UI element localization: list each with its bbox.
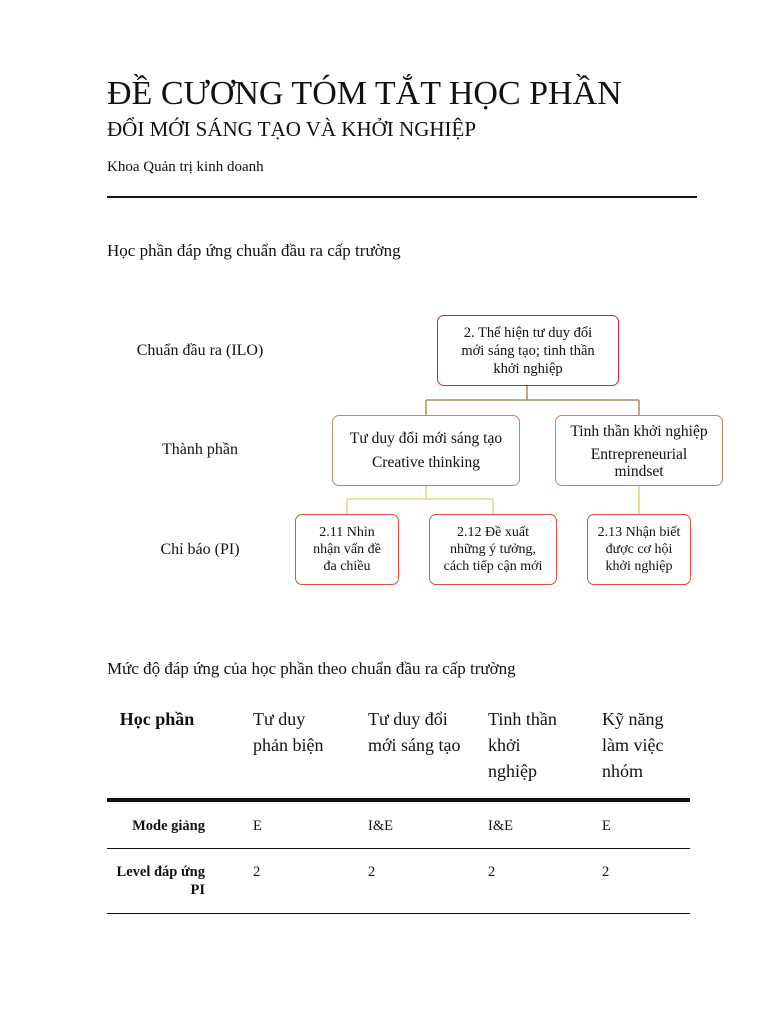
table-header-text: Kỹ năng (602, 709, 664, 729)
pi-box-line: đa chiều (323, 559, 371, 574)
pi-box-line: 2.11 Nhìn (319, 525, 375, 540)
section-heading-ilo: Học phần đáp ứng chuẩn đầu ra cấp trường (107, 241, 401, 260)
component-label-en: mindset (614, 462, 664, 480)
component-label-en: Creative thinking (371, 453, 481, 471)
pi-box-line: 2.13 Nhận biết (597, 525, 681, 540)
table-cell: E (253, 818, 262, 834)
table-header-text: Tư duy (253, 709, 306, 729)
table-header-text: nghiệp (488, 761, 537, 781)
table-header-rule (107, 798, 690, 802)
table-header-text: phản biện (253, 735, 324, 755)
row-label-pi: Chỉ báo (PI) (160, 541, 240, 558)
table-cell: 2 (488, 864, 496, 880)
table-cell: I&E (368, 818, 393, 834)
table-row-label-mode (107, 817, 205, 835)
table-row-label-text: Mode giảng (132, 818, 205, 834)
component-box-entrepreneurial-mindset (555, 415, 723, 486)
table-header-text: mới sáng tạo (368, 735, 461, 755)
component-box-creative-thinking (332, 415, 520, 486)
pi-box-line: nhận vấn đề (313, 542, 381, 557)
pi-box-line: khởi nghiệp (605, 559, 673, 574)
table-cell: 2 (253, 864, 261, 880)
table-header-text: khởi (488, 735, 521, 755)
table-header-entrepreneurship (488, 706, 557, 784)
ilo-box-line: 2. Thể hiện tư duy đổi (463, 324, 593, 341)
pi-box-line: 2.12 Đề xuất (457, 525, 529, 540)
table-header-text: Học phần (119, 709, 195, 729)
pi-box-2-13 (587, 514, 691, 585)
department-name: Khoa Quản trị kinh doanh (107, 159, 264, 175)
component-label-vi: Tinh thần khởi nghiệp (570, 422, 708, 440)
table-bottom-rule (107, 913, 690, 914)
table-row-label-text: PI (190, 882, 205, 898)
pi-box-2-12 (429, 514, 557, 585)
pi-box-line: những ý tưởng, (450, 542, 536, 557)
table-header-critical-thinking (253, 706, 323, 758)
pi-box-2-11 (295, 514, 399, 585)
table-header-text: làm việc (602, 735, 664, 755)
component-label-vi: Tư duy đổi mới sáng tạo (349, 429, 503, 447)
ilo-box-line: khởi nghiệp (493, 360, 563, 377)
table-cell: E (602, 818, 611, 834)
table-cell: 2 (368, 864, 376, 880)
table-header-course (107, 706, 207, 732)
document-title: ĐỀ CƯƠNG TÓM TẮT HỌC PHẦN (107, 75, 622, 112)
table-header-teamwork (602, 706, 664, 784)
table-header-text: nhóm (602, 761, 644, 781)
row-label-ilo: Chuẩn đầu ra (ILO) (136, 342, 264, 359)
row-label-component: Thành phần (162, 441, 238, 458)
component-label-en: Entrepreneurial (590, 445, 688, 463)
table-row-label-level (107, 863, 205, 899)
ilo-box-line: mới sáng tạo; tinh thần (461, 342, 595, 359)
component-to-pi-lines (347, 486, 639, 514)
table-row-divider (107, 848, 690, 849)
ilo-to-component-lines (426, 386, 639, 415)
section-heading-level: Mức độ đáp ứng của học phần theo chuẩn đầu ra cấp trường (107, 659, 516, 678)
ilo-box (437, 315, 619, 386)
pi-box-line: được cơ hội (605, 542, 673, 557)
table-header-text: Tư duy đổi (368, 709, 448, 729)
table-header-text: Tinh thần (488, 709, 557, 729)
table-header-creative-thinking (368, 706, 461, 758)
table-cell: I&E (488, 818, 513, 834)
table-row-label-text: Level đáp ứng (116, 864, 205, 880)
pi-box-line: cách tiếp cận mới (443, 559, 543, 574)
table-cell: 2 (602, 864, 610, 880)
document-subtitle: ĐỔI MỚI SÁNG TẠO VÀ KHỞI NGHIỆP (107, 117, 477, 141)
